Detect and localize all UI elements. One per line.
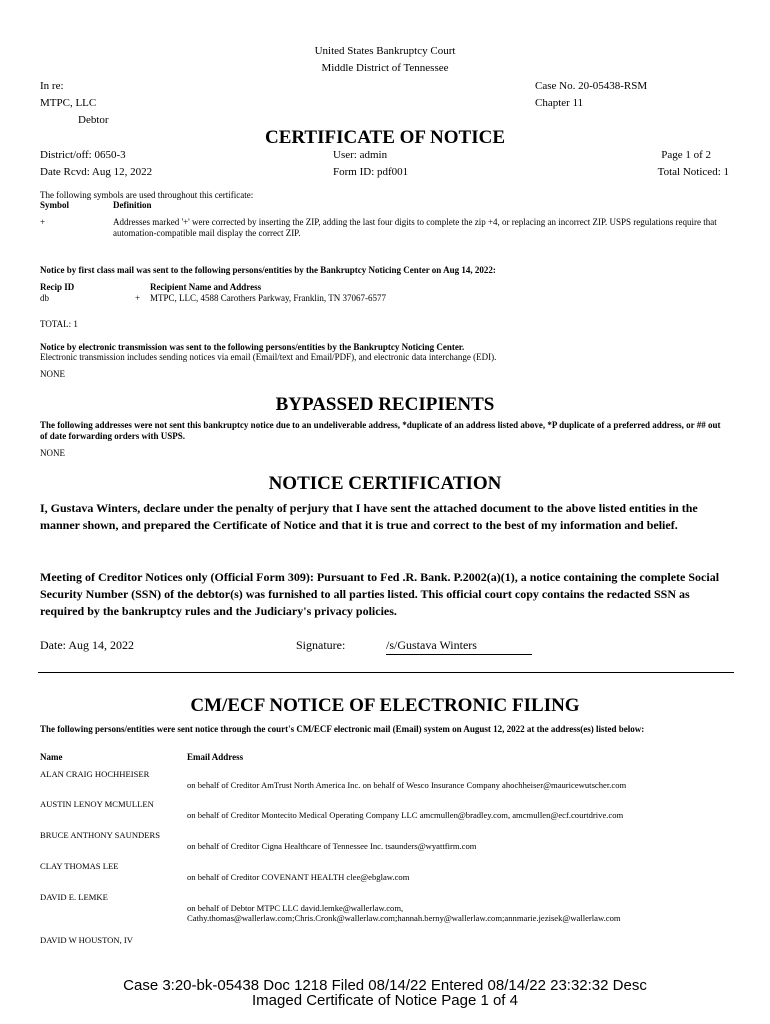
cmecf-recipient-name: DAVID W HOUSTON, IV: [40, 935, 133, 945]
cmecf-recipient-name: ALAN CRAIG HOCHHEISER: [40, 769, 150, 779]
mail-notice-heading: Notice by first class mail was sent to the following persons/entities by the Bankruptcy Noticing Center on Aug 14, 2022:: [40, 265, 496, 275]
symbols-intro: The following symbols are used throughout this certificate:: [40, 190, 254, 200]
signature: /s/Gustava Winters: [386, 638, 532, 655]
mail-total: TOTAL: 1: [40, 319, 78, 329]
bypassed-title: BYPASSED RECIPIENTS: [275, 394, 495, 415]
total-noticed: Total Noticed: 1: [657, 166, 729, 178]
cmecf-recipient-name: DAVID E. LEMKE: [40, 892, 108, 902]
cmecf-recipient-name: BRUCE ANTHONY SAUNDERS: [40, 830, 161, 840]
name-column-header: Name: [40, 752, 63, 762]
section-divider: [38, 672, 734, 673]
debtor-name: MTPC, LLC: [40, 97, 97, 109]
court-name: United States Bankruptcy Court: [314, 45, 456, 57]
recip-address: MTPC, LLC, 4588 Carothers Parkway, Franklin, TN 37067-6577: [150, 293, 386, 303]
cmecf-recipient-email: on behalf of Creditor Cigna Healthcare of Tennessee Inc. tsaunders@wyattfirm.com: [187, 841, 477, 851]
certification-title: NOTICE CERTIFICATION: [268, 473, 502, 494]
bypassed-text: The following addresses were not sent this bankruptcy notice due to an undeliverable address, *duplicate of an address listed above, *P duplicate of a preferred address, or ## out of date forwarding orders with USPS.: [40, 420, 721, 441]
cmecf-recipient-email: on behalf of Creditor AmTrust North America Inc. on behalf of Wesco Insurance Company ahochheiser@mauricewutscher.com: [187, 780, 627, 790]
certificate-title: CERTIFICATE OF NOTICE: [264, 127, 506, 148]
recipient-header: Recipient Name and Address: [150, 282, 262, 292]
recip-mark: +: [135, 293, 141, 303]
definition-column-header: Definition: [113, 200, 152, 210]
electronic-notice-line: Electronic transmission includes sending notices via email (Email/text and Email/PDF), and electronic data interchange (EDI).: [40, 352, 497, 362]
cmecf-title: CM/ECF NOTICE OF ELECTRONIC FILING: [190, 695, 580, 716]
electronic-notice-none: NONE: [40, 369, 65, 379]
certification-date: Date: Aug 14, 2022: [40, 638, 134, 652]
cmecf-recipient-email-continued: Cathy.thomas@wallerlaw.com;Chris.Cronk@wallerlaw.com;hannah.berny@wallerlaw.com;annmarie.jezisek@wallerlaw.com: [187, 913, 621, 923]
court-district: Middle District of Tennessee: [321, 62, 449, 74]
electronic-notice-heading: Notice by electronic transmission was sent to the following persons/entities by the Bankruptcy Noticing Center.: [40, 342, 465, 352]
page-number: Page 1 of 2: [661, 149, 711, 161]
symbol-definition: Addresses marked '+' were corrected by inserting the ZIP, adding the last four digits to complete the zip +4, or replacing an incorrect ZIP. USPS regulations require that automation-compatible mail display the correct ZIP.: [113, 217, 717, 238]
symbol-plus: +: [40, 217, 46, 227]
date-received: Date Rcvd: Aug 12, 2022: [40, 166, 153, 178]
case-number: Case No. 20-05438-RSM: [535, 80, 648, 92]
recip-id: db: [40, 293, 49, 303]
bypassed-none: NONE: [40, 448, 65, 458]
case-footer-line1: Case 3:20-bk-05438 Doc 1218 Filed 08/14/22 Entered 08/14/22 23:32:32 Desc: [123, 977, 647, 994]
cmecf-intro: The following persons/entities were sent notice through the court's CM/ECF electronic mail (Email) system on August 12, 2022 at the address(es) listed below:: [40, 724, 645, 734]
chapter: Chapter 11: [535, 97, 584, 109]
in-re-label: In re:: [40, 80, 64, 92]
user: User: admin: [333, 149, 388, 161]
cmecf-recipient-email: on behalf of Debtor MTPC LLC david.lemke@wallerlaw.com,: [187, 903, 404, 913]
district-office: District/off: 0650-3: [40, 149, 126, 161]
case-footer-line2: Imaged Certificate of Notice Page 1 of 4: [252, 992, 518, 1009]
cmecf-recipient-name: CLAY THOMAS LEE: [40, 861, 119, 871]
signature-label: Signature:: [296, 638, 346, 652]
debtor-label: Debtor: [78, 114, 109, 126]
form-id: Form ID: pdf001: [333, 166, 409, 178]
cmecf-recipient-email: on behalf of Creditor Montecito Medical Operating Company LLC amcmullen@bradley.com, amcmullen@ecf.courtdrive.com: [187, 810, 624, 820]
symbol-column-header: Symbol: [40, 200, 70, 210]
recip-id-header: Recip ID: [40, 282, 75, 292]
email-column-header: Email Address: [187, 752, 244, 762]
meeting-of-creditors-text: Meeting of Creditor Notices only (Official Form 309): Pursuant to Fed .R. Bank. P.2002(a)(1), a notice containing the complete Social Security Number (SSN) of the debtor(s) was furnished to all parties listed. This official court copy contains the redacted SSN as required by the bankruptcy rules and the Judiciary's privacy policies.: [40, 570, 720, 618]
cmecf-recipient-name: AUSTIN LENOY MCMULLEN: [40, 799, 154, 809]
cmecf-recipient-email: on behalf of Creditor COVENANT HEALTH clee@ebglaw.com: [187, 872, 410, 882]
certification-declaration: I, Gustava Winters, declare under the penalty of perjury that I have sent the attached document to the above listed entities in the manner shown, and prepared the Certificate of Notice and that it is true and correct to the best of my information and belief.: [40, 501, 698, 532]
